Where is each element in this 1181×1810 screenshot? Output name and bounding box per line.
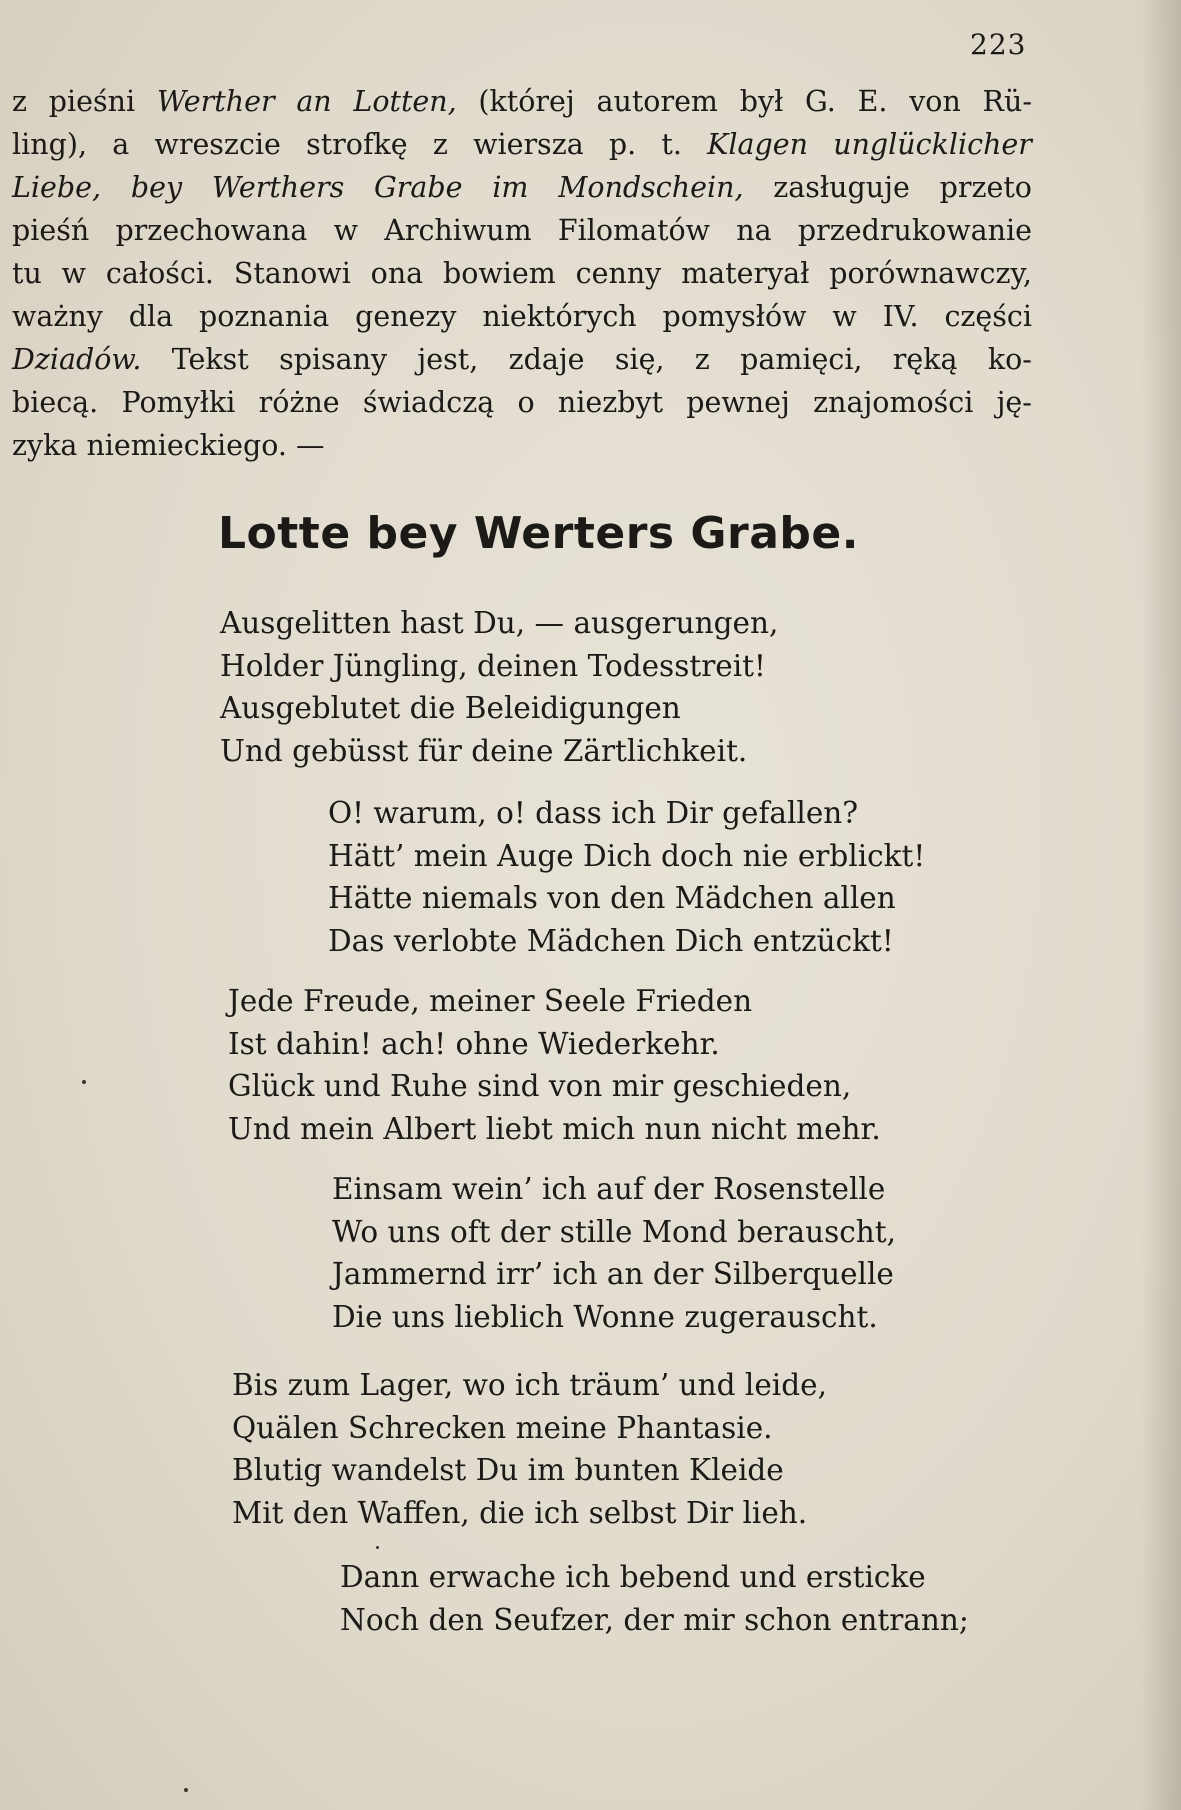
prose-word: ona <box>370 257 424 290</box>
prose-word: (której <box>478 85 575 118</box>
prose-word: w <box>333 214 359 247</box>
prose-word: dla <box>128 300 174 333</box>
stanza-5 <box>232 1364 827 1534</box>
verse-line: Ist dahin! ach! ohne Wiederkehr. <box>228 1026 720 1061</box>
prose-line <box>12 123 1032 166</box>
prose-word: przechowana <box>115 214 308 247</box>
prose-word: im <box>492 171 529 204</box>
prose-word: — <box>296 429 325 462</box>
prose-word: w <box>832 300 857 333</box>
verse-line: Bis zum Lager, wo ich träum’ und leide, <box>232 1368 827 1402</box>
prose-word: przedrukowanie <box>797 214 1032 247</box>
verse-line: Hätte niemals von den Mädchen allen <box>328 881 896 915</box>
prose-word: Grabe <box>374 171 463 204</box>
stanza-4 <box>332 1168 896 1338</box>
paper-speck <box>184 1788 188 1792</box>
prose-word: jest, <box>417 343 479 376</box>
prose-word: niezbyt <box>557 386 664 419</box>
prose-line <box>12 80 1032 123</box>
prose-word: z <box>694 343 710 376</box>
prose-word: ważny <box>12 300 103 333</box>
verse-line: Hätt’ mein Auge Dich doch nie erblickt! <box>328 838 926 873</box>
poem-title: Lotte bey Werters Grabe. <box>218 508 859 559</box>
prose-word: Mondschein, <box>558 171 744 204</box>
prose-word: bey <box>130 171 183 204</box>
prose-word: G. <box>805 85 836 118</box>
prose-word: różne <box>258 386 340 419</box>
verse-line: Und gebüsst für deine Zärtlichkeit. <box>220 733 748 768</box>
prose-word: zasługuje <box>773 171 910 204</box>
prose-word: Archiwum <box>384 214 532 247</box>
verse-line: Jammernd irr’ ich an der Silberquelle <box>332 1257 894 1291</box>
prose-word: w <box>61 257 87 290</box>
prose-line <box>12 209 1032 252</box>
prose-word: poznania <box>198 300 330 333</box>
prose-line <box>12 381 1032 424</box>
prose-word: był <box>739 85 784 118</box>
prose-word: zyka <box>12 429 87 462</box>
prose-word: autorem <box>596 85 718 118</box>
prose-word: zdaje <box>508 343 585 376</box>
stanza-6 <box>340 1556 969 1641</box>
prose-word: biecą. <box>12 386 99 419</box>
prose-word: pamięci, <box>740 343 863 376</box>
verse-line: Die uns lieblich Wonne zugerauscht. <box>332 1299 878 1334</box>
verse-line: Das verlobte Mädchen Dich entzückt! <box>328 923 894 958</box>
prose-word: genezy <box>355 300 457 333</box>
prose-word: von <box>909 85 961 118</box>
prose-word: na <box>736 214 772 247</box>
prose-word: cenny <box>575 257 662 290</box>
prose-word: znajomości <box>813 386 974 419</box>
prose-word: porównawczy, <box>829 257 1032 290</box>
verse-line: Quälen Schrecken meine Phantasie. <box>232 1410 773 1445</box>
prose-word: Liebe, <box>12 171 102 204</box>
prose-word: wreszcie <box>154 128 281 161</box>
prose-word: niektórych <box>482 300 637 333</box>
prose-word: części <box>944 300 1032 333</box>
prose-word: Filomatów <box>557 214 711 247</box>
page-number: 223 <box>970 28 1027 61</box>
prose-word: a <box>112 128 130 161</box>
verse-line: Ausgelitten hast Du, — ausgerungen, <box>220 606 779 640</box>
prose-word: Werthers <box>211 171 345 204</box>
stanza-2 <box>328 792 925 962</box>
verse-line: Noch den Seufzer, der mir schon entrann; <box>340 1602 969 1637</box>
prose-word: Rü- <box>982 85 1032 118</box>
prose-word: Stanowi <box>233 257 351 290</box>
verse-line: Einsam wein’ ich auf der Rosenstelle <box>332 1172 886 1206</box>
prose-word: ling), <box>12 128 88 161</box>
prose-word: Klagen <box>707 128 809 161</box>
prose-word: bowiem <box>443 257 556 290</box>
verse-line: Jede Freude, meiner Seele Frieden <box>228 984 753 1018</box>
paper-speck <box>82 1080 86 1084</box>
verse-line: Dann erwache ich bebend und ersticke <box>340 1560 926 1594</box>
paper-speck <box>376 1546 379 1549</box>
prose-word: wiersza <box>473 128 584 161</box>
prose-word: całości. <box>105 257 214 290</box>
verse-line: Blutig wandelst Du im bunten Kleide <box>232 1453 784 1487</box>
prose-word: pomysłów <box>662 300 807 333</box>
prose-word: pieśń <box>12 214 90 247</box>
prose-line <box>12 166 1032 209</box>
prose-word: ję- <box>996 386 1032 419</box>
prose-line <box>12 424 1032 467</box>
prose-word: Pomyłki <box>121 386 236 419</box>
prose-word: o <box>517 386 535 419</box>
prose-word: Dziadów. <box>12 343 142 376</box>
prose-word: świadczą <box>362 386 495 419</box>
prose-line <box>12 252 1032 295</box>
prose-word: t. <box>661 128 682 161</box>
prose-word: ręką <box>892 343 958 376</box>
stanza-1 <box>220 602 778 772</box>
prose-word: pieśni <box>48 85 136 118</box>
prose-word: unglücklicher <box>833 128 1032 161</box>
prose-word: z <box>12 85 28 118</box>
prose-word: Lotten, <box>353 85 457 118</box>
stanza-3 <box>228 980 881 1150</box>
verse-line: O! warum, o! dass ich Dir gefallen? <box>328 796 859 830</box>
page-edge-shadow <box>1141 0 1181 1810</box>
prose-word: się, <box>614 343 665 376</box>
verse-line: Wo uns oft der stille Mond berauscht, <box>332 1214 896 1249</box>
prose-word: an <box>296 85 332 118</box>
prose-line <box>12 338 1032 381</box>
verse-line: Glück und Ruhe sind von mir geschieden, <box>228 1069 852 1103</box>
prose-word: ko- <box>987 343 1032 376</box>
prose-word: IV. <box>882 300 919 333</box>
prose-word: strofkę <box>306 128 408 161</box>
prose-line <box>12 295 1032 338</box>
prose-word: Tekst <box>171 343 249 376</box>
verse-line: Ausgeblutet die Beleidigungen <box>220 691 681 725</box>
verse-line: Holder Jüngling, deinen Todesstreit! <box>220 648 766 683</box>
prose-word: niemieckiego. <box>86 429 297 462</box>
verse-line: Und mein Albert liebt mich nun nicht mehr. <box>228 1111 881 1146</box>
prose-word: p. <box>608 128 637 161</box>
prose-word: z <box>432 128 448 161</box>
prose-word: E. <box>857 85 888 118</box>
prose-paragraph <box>12 80 1032 467</box>
prose-word: przeto <box>939 171 1032 204</box>
prose-word: Werther <box>156 85 275 118</box>
verse-line: Mit den Waffen, die ich selbst Dir lieh. <box>232 1495 808 1530</box>
prose-word: spisany <box>279 343 388 376</box>
prose-word: pewnej <box>686 386 790 419</box>
prose-word: materyał <box>681 257 810 290</box>
prose-word: tu <box>12 257 42 290</box>
